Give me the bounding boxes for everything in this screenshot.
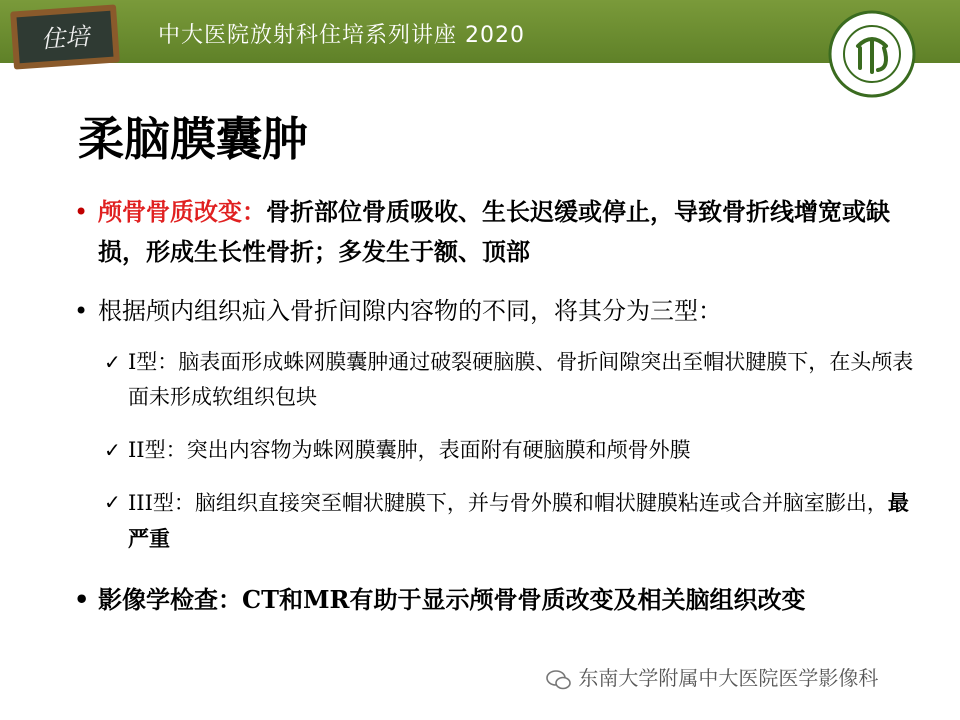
header-bar (0, 0, 960, 63)
check-icon: ✓ (104, 438, 121, 462)
bullet-item-1 (74, 192, 898, 272)
bullet-text: 影像学检查：CT和MR有助于显示颅骨骨质改变及相关脑组织改变 (98, 585, 806, 614)
bullet-text: 根据颅内组织疝入骨折间隙内容物的不同，将其分为三型： (98, 297, 722, 325)
chalkboard-logo (8, 2, 122, 72)
bullet-icon: • (74, 585, 90, 614)
wechat-icon (546, 669, 572, 691)
subtype-text: 脑组织直接突至帽状腱膜下，并与骨外膜和帽状腱膜粘连或合并脑室膨出， (194, 491, 888, 515)
bullet-item-3 (74, 580, 898, 620)
hospital-logo (828, 10, 916, 98)
bullet-text: 骨折部位骨质吸收、生长迟缓或停止，导致骨折线增宽或缺损，形成生长性骨折；多发生于额、顶部 (98, 197, 890, 266)
bullet-icon: • (74, 198, 89, 226)
check-icon: ✓ (104, 350, 121, 374)
subtype-item-1 (106, 345, 918, 415)
slide-title: 柔脑膜囊肿 (78, 112, 308, 166)
bullet-label: 颅骨骨质改变： (98, 197, 266, 226)
subtype-emphasis: 最严重 (128, 490, 909, 551)
subtype-item-2 (106, 433, 918, 468)
bullet-icon: • (74, 297, 89, 325)
check-icon: ✓ (104, 490, 121, 514)
subtype-prefix: III型： (128, 491, 195, 515)
footer-watermark (546, 662, 926, 692)
subtype-text: 脑表面形成蛛网膜囊肿通过破裂硬脑膜、骨折间隙突出至帽状腱膜下，在头颅表面未形成软组织包块 (128, 350, 914, 409)
chalkboard-text: 住培 (40, 22, 90, 54)
bullet-item-2 (74, 291, 898, 331)
subtype-prefix: II型： (128, 438, 187, 462)
subtype-text: 突出内容物为蛛网膜囊肿，表面附有硬脑膜和颅骨外膜 (186, 438, 691, 462)
footer-source: 东南大学附属中大医院医学影像科 (578, 666, 879, 690)
subtype-item-3 (106, 485, 918, 557)
header-title: 中大医院放射科住培系列讲座 2020 (158, 23, 525, 48)
subtype-prefix: I型： (128, 350, 179, 374)
